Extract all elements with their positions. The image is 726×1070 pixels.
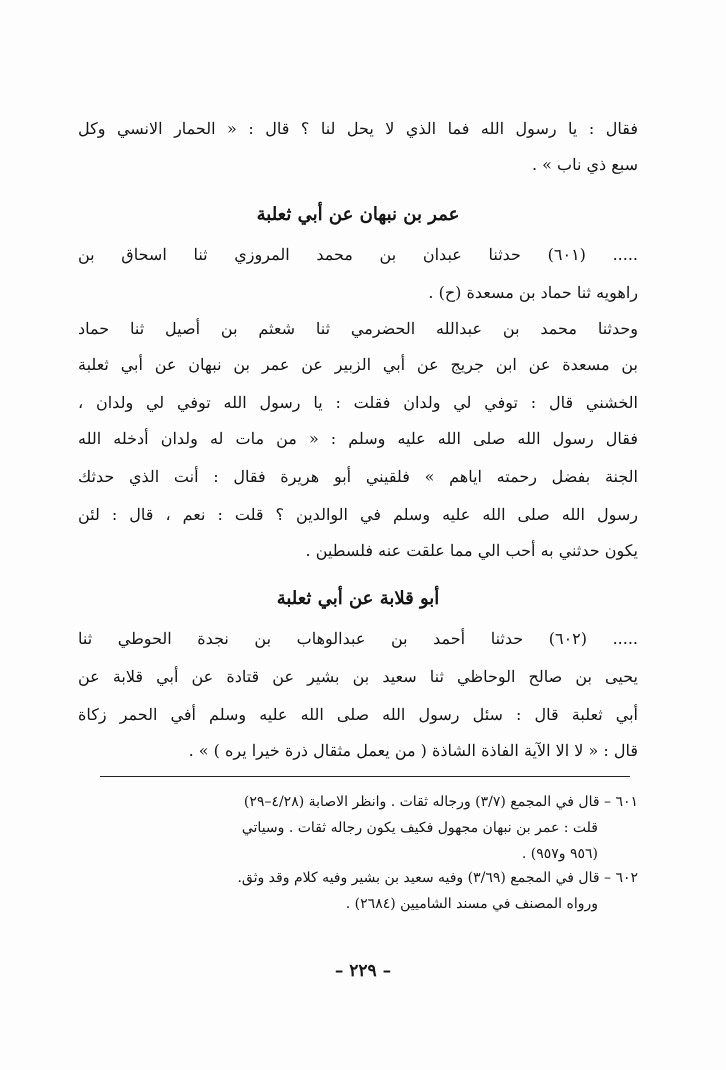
footnote-line: ٦٠٢ – قال في المجمع (٣/٦٩) وفيه سعيد بن بشير وفيه كلام وقد وثق. [237,870,638,886]
body-line: فقال رسول الله صلى الله عليه وسلم : « من مات له ولدان أدخله الله [78,429,638,448]
body-line: فقال : يا رسول الله فما الذي لا يحل لنا ؟ قال : « الحمار الانسي وكل [78,119,638,138]
footnote-line: (٩٥٦ و٩٥٧) . [521,846,598,862]
footnote-line: ورواه المصنف في مسند الشاميين (٢٦٨٤) . [345,896,598,912]
body-line: الخشني قال : توفي لي ولدان فقلت : يا رسول الله توفي لي ولدان ، [78,393,638,412]
body-line: رسول الله صلى الله عليه وسلم في الوالدين ؟ قلت : نعم ، قال : لئن [78,505,638,524]
page-number: – ٢٢٩ – [334,961,392,981]
footnote-line: ٦٠١ – قال في المجمع (٣/٧) ورجاله ثقات . وانظر الاصابة (٤/٢٨–٢٩) [243,794,638,810]
body-line: وحدثنا محمد بن عبدالله الحضرمي ثنا شعثم بن أصيل ثنا حماد [78,319,638,338]
body-line: الجنة بفضل رحمته اياهم » فلقيني أبو هريرة فقال : أنت الذي حدثك [78,467,638,486]
body-line: يكون حدثني به أحب الي مما علقت عنه فلسطين . [305,541,638,560]
body-line: بن مسعدة عن ابن جريج عن أبي الزبير عن عمر بن نبهان عن أبي ثعلبة [78,355,638,374]
body-line: راهويه ثنا حماد بن مسعدة (ح) . [428,283,638,302]
body-line: قال : « لا الا الآية الفاذة الشاذة ( من يعمل مثقال ذرة خيرا يره ) » . [188,741,638,760]
body-line: ..... (٦٠١) حدثنا عبدان بن محمد المروزي ثنا اسحاق بن [78,245,638,264]
body-line: أبي ثعلبة قال : سئل رسول الله صلى الله عليه وسلم أفي الحمر زكاة [78,705,638,724]
footnote-divider [100,776,630,777]
section-heading: عمر بن نبهان عن أبي ثعلبة [256,204,460,225]
body-line: سبع ذي ناب » . [531,155,638,174]
footnote-line: قلت : عمر بن نبهان مجهول فكيف يكون رجاله ثقات . وسياتي [241,820,598,836]
section-heading: أبو قلابة عن أبي ثعلبة [276,588,440,609]
body-line: يحيى بن صالح الوحاظي ثنا سعيد بن بشير عن قتادة عن أبي قلابة عن [78,667,638,686]
body-line: ..... (٦٠٢) حدثنا أحمد بن عبدالوهاب بن نجدة الحوطي ثنا [78,629,638,648]
